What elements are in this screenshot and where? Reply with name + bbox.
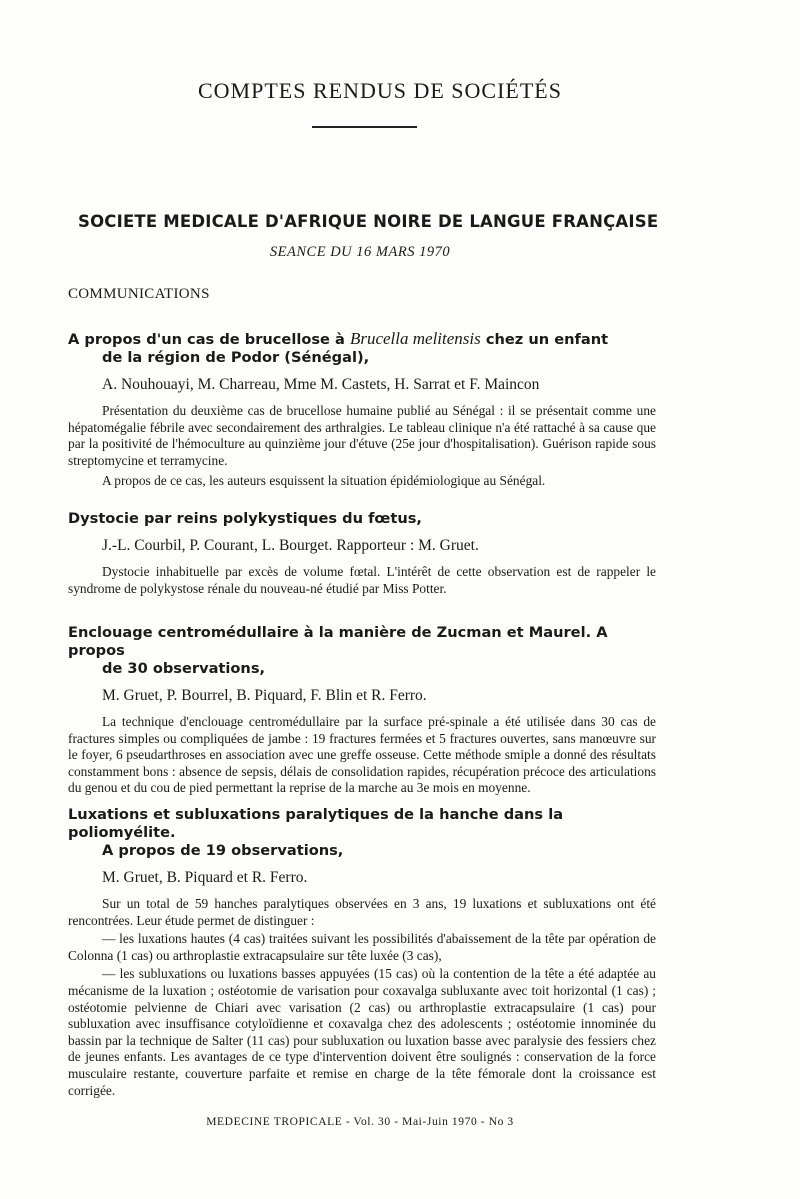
article-title-line1: Luxations et subluxations paralytiques de la hanche dans la poliomyélite. [68, 806, 564, 841]
paragraph: Présentation du deuxième cas de brucellose humaine publié au Sénégal : il se présentait comme une hépatomégalie fébrile avec secondairement des arthralgies. Le tableau clinique n'a été rattaché à sa cause que par la positivité de l'hémoculture au quinzième jour d'étuve (25e jour d'hospitalisation). Guérison rapide sous streptomycine et terramycine. [68, 403, 656, 468]
section-label: COMMUNICATIONS [68, 286, 210, 302]
article-enclouage [68, 624, 656, 797]
article-title-part2: chez un enfant [480, 331, 609, 348]
article-luxations [68, 806, 656, 1099]
article-title-line2: de la région de Podor (Sénégal), [102, 349, 370, 366]
paragraph: — les subluxations ou luxations basses appuyées (15 cas) où la contention de la tête a été adaptée au mécanisme de la luxation ; ostéotomie de varisation pour coxavalga subluxante avec toit horizontal (1 cas) ; ostéotomie pelvienne de Chiari avec varisation (2 cas) ou arthroplastie extracapsulaire (1 cas) pour subluxation avec insuffisance cotyloïdienne et coxavalga chez des adolescents ; ostéotomie innominée du bassin par la technique de Salter (11 cas) pour subluxation ou luxation basse avec paralysie des fessiers chez de jeunes enfants. Les avantages de ce type d'intervention doivent être soulignés : conservation de la force musculaire restante, couverture parfaite et remise en charge de la tête fémorale dont la croissance est corrigée. [68, 966, 656, 1098]
article-title-line1: Enclouage centromédullaire à la manière de Zucman et Maurel. A propos [68, 624, 608, 659]
article-dystocie [68, 510, 656, 597]
paragraph: Sur un total de 59 hanches paralytiques observées en 3 ans, 19 luxations et subluxations ont été rencontrées. Leur étude permet de distinguer : [68, 896, 656, 928]
article-title-italic: Brucella melitensis [349, 329, 481, 348]
society-name: SOCIETE MEDICALE D'AFRIQUE NOIRE DE LANGUE FRANÇAISE [78, 212, 659, 231]
title-divider [312, 126, 417, 128]
article-title: Dystocie par reins polykystiques du fœtus, [68, 510, 422, 527]
article-authors: M. Gruet, P. Bourrel, B. Piquard, F. Blin et R. Ferro. [102, 687, 427, 704]
article-brucellose [68, 330, 656, 490]
article-title-line2: A propos de 19 observations, [102, 842, 344, 859]
article-title-part1: A propos d'un cas de brucellose à [68, 331, 350, 348]
article-authors: A. Nouhouayi, M. Charreau, Mme M. Castets, H. Sarrat et F. Maincon [102, 376, 540, 393]
page-footer: MEDECINE TROPICALE - Vol. 30 - Mai-Juin 1970 - No 3 [206, 1116, 514, 1128]
paragraph: La technique d'enclouage centromédullaire par la surface pré-spinale a été utilisée dans 30 cas de fractures simples ou compliquées de jambe : 19 fractures fermées et 5 fractures ouvertes, sans manœuvre sur le foyer, 6 pseudarthroses en association avec une greffe osseuse. Cette méthode smiple a donné des résultats constamment bons : absence de sepsis, délais de consolidation rapides, récupération précoce des articulations du genou et du cou de pied permettant la reprise de la marche au 3e mois en moyenne. [68, 714, 656, 796]
page-title: COMPTES RENDUS DE SOCIÉTÉS [198, 78, 562, 103]
article-title [68, 624, 656, 678]
paragraph: Dystocie inhabituelle par excès de volume fœtal. L'intérêt de cette observation est de rappeler le syndrome de polykystose rénale du nouveau-né étudié par Miss Potter. [68, 564, 656, 596]
article-title-line2: de 30 observations, [102, 660, 266, 677]
article-title [68, 330, 656, 367]
article-body [68, 896, 656, 1099]
article-authors: J.-L. Courbil, P. Courant, L. Bourget. Rapporteur : M. Gruet. [102, 537, 479, 554]
seance-date: SEANCE DU 16 MARS 1970 [269, 244, 451, 260]
article-authors: M. Gruet, B. Piquard et R. Ferro. [102, 869, 308, 886]
article-body [68, 564, 656, 597]
article-body [68, 714, 656, 797]
article-title [68, 806, 656, 860]
paragraph: — les luxations hautes (4 cas) traitées suivant les possibilités d'abaissement de la tête par opération de Colonna (1 cas) ou arthroplastie extracapsulaire sur tête luxée (3 cas), [68, 931, 656, 963]
article-body [68, 403, 656, 490]
paragraph: A propos de ce cas, les auteurs esquissent la situation épidémiologique au Sénégal. [102, 473, 546, 489]
